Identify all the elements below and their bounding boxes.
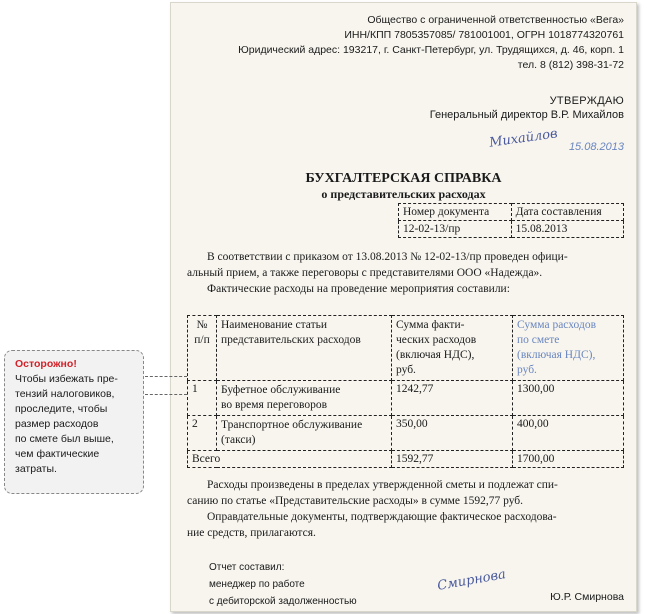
signoff-line: менеджер по работе (209, 579, 305, 590)
col-num-header (188, 316, 217, 381)
intro-line: В соответствии с приказом от 13.08.2013 № 12-02-13/пр проведен офици- (207, 251, 568, 263)
intro-line: Фактические расходы на проведение мероприятия составили: (207, 283, 510, 295)
callout-line: проследите, чтобы (15, 403, 108, 415)
callout-line: чем фактические (15, 448, 100, 460)
header-text: руб. (517, 364, 537, 376)
approval-position: Генеральный директор В.Р. Михайлов (429, 109, 624, 121)
document-title: БУХГАЛТЕРСКАЯ СПРАВКА (305, 171, 502, 186)
row-name (217, 416, 392, 451)
row-name-line: (такси) (221, 434, 256, 446)
intro-line: альный прием, а также переговоры с представителями ООО «Надежда». (187, 267, 543, 279)
col-budget-header (513, 316, 624, 381)
document-sheet (170, 2, 637, 612)
director-signature: Михайлов (488, 126, 559, 151)
col-name-header (217, 316, 392, 381)
header-text: представительских расходов (221, 334, 361, 346)
callout-line: по смете был выше, (15, 433, 114, 445)
warning-callout (4, 350, 144, 494)
doc-number: 12-02-13/пр (399, 221, 512, 238)
approval-word: УТВЕРЖДАЮ (549, 95, 624, 107)
outro-line: санию по статье «Представительские расходы» в сумме 1592,77 руб. (187, 495, 524, 507)
expenses-table (187, 315, 624, 468)
row-name-line: во время переговоров (221, 399, 328, 411)
doc-date: 15.08.2013 (511, 221, 623, 238)
header-text: Сумма факти- (396, 319, 465, 331)
callout-line: затраты. (15, 463, 57, 475)
intro-paragraph (187, 249, 627, 297)
outro-paragraph (187, 477, 627, 541)
row-actual: 350,00 (392, 416, 513, 451)
signoff-line: с дебиторской задолженностью (209, 596, 357, 607)
header-text: № (196, 319, 208, 331)
table-row (188, 381, 624, 416)
outro-line: Оправдательные документы, подтверждающие фактическое расходова- (207, 511, 557, 523)
total-label: Всего (188, 451, 392, 468)
table-total-row (188, 451, 624, 468)
row-actual: 1242,77 (392, 381, 513, 416)
row-num: 2 (188, 416, 217, 451)
company-header (238, 13, 624, 73)
table-header-row (188, 316, 624, 381)
callout-line: тензий налоговиков, (15, 388, 115, 400)
company-ids: ИНН/КПП 7805357085/ 781001001, ОГРН 1018774320761 (344, 29, 624, 41)
signoff-line: Отчет составил: (209, 562, 285, 573)
header-text: п/п (194, 334, 210, 346)
callout-leader-line (145, 376, 187, 377)
header-text: Наименование статьи (221, 319, 328, 331)
header-text: Сумма расходов (517, 319, 597, 331)
callout-leader-line (145, 394, 187, 395)
callout-line: Чтобы избежать пре- (15, 373, 118, 385)
total-actual: 1592,77 (392, 451, 513, 468)
row-budget: 1300,00 (513, 381, 624, 416)
row-num: 1 (188, 381, 217, 416)
header-text: руб. (396, 364, 416, 376)
col-actual-header (392, 316, 513, 381)
header-text: (включая НДС), (517, 349, 596, 361)
signoff-block (209, 559, 357, 610)
row-budget: 400,00 (513, 416, 624, 451)
author-signature: Смирнова (436, 567, 507, 594)
row-name (217, 381, 392, 416)
approval-block (430, 95, 624, 121)
warning-title: Осторожно! (15, 358, 77, 370)
table-row (188, 416, 624, 451)
header-text: по смете (517, 334, 560, 346)
company-address: Юридический адрес: 193217, г. Санкт-Петербург, ул. Трудящихся, д. 46, корп. 1 (238, 44, 624, 56)
row-name-line: Буфетное обслуживание (221, 384, 341, 396)
approval-date: 15.08.2013 (568, 141, 624, 153)
doc-number-header: Номер документа (399, 204, 512, 221)
doc-date-header: Дата составления (511, 204, 623, 221)
doc-info-table (398, 203, 624, 238)
row-name-line: Транспортное обслуживание (221, 419, 363, 431)
company-name: Общество с ограниченной ответственностью «Вега» (367, 14, 624, 26)
outro-line: Расходы произведены в пределах утвержденной сметы и подлежат спи- (207, 479, 558, 491)
callout-line: размер расходов (15, 418, 99, 430)
header-text: ческих расходов (396, 334, 477, 346)
document-subtitle: о представительских расходах (321, 187, 486, 201)
author-name: Ю.Р. Смирнова (550, 591, 624, 603)
total-budget: 1700,00 (513, 451, 624, 468)
header-text: (включая НДС), (396, 349, 475, 361)
outro-line: ние средств, прилагаются. (187, 527, 316, 539)
company-phone: тел. 8 (812) 398-31-72 (517, 59, 624, 71)
